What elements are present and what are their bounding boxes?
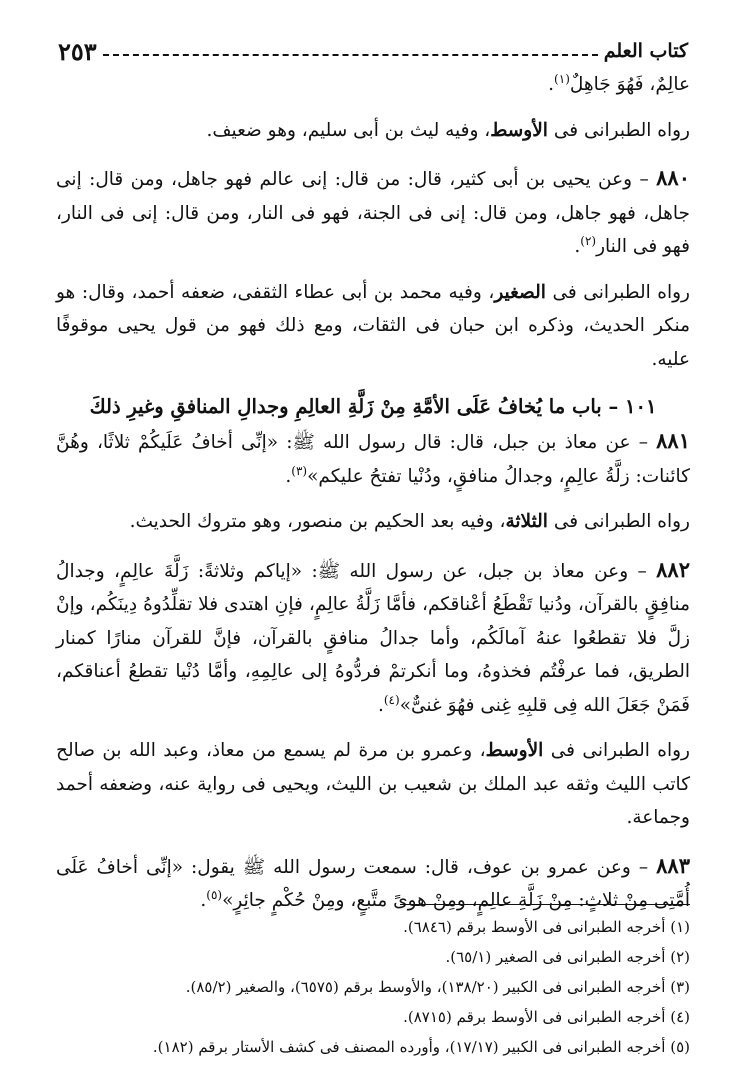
footnote-3: (٣) أخرجه الطبرانى فى الكبير (١٣٨/٢٠)، والأوسط برقم (٦٥٧٥)، والصغير (٨٥/٢). bbox=[185, 978, 690, 996]
footnote-ref-5: (٥) bbox=[206, 887, 223, 902]
source-rest: ، وفيه محمد بن أبى عطاء الثقفى، ضعفه أحمد، وقال: هو منكر الحديث، وذكره ابن حبان فى الثقات، ومع ذلك فهو من قول يحيى موقوفًا عليه. bbox=[56, 281, 690, 370]
hadith-number: ٨٨٠ bbox=[656, 165, 690, 190]
source-lead: رواه الطبرانى فى bbox=[547, 119, 690, 141]
source-note-1 bbox=[56, 114, 690, 148]
footnotes bbox=[56, 912, 690, 1062]
hadith-number: ٨٨١ bbox=[656, 428, 690, 453]
hadith-883: ٨٨٣ – وعن عمرو بن عوف، قال: سمعت رسول الله ﷺ يقول: «إنِّى أخافُ عَلَى أُمَّتِى مِنْ ثلاثٍ: مِنْ زَلَّةِ عالِمٍ، ومِنْ هوىً متَّبعٍ، ومِنْ حُكْمٍ جائِرٍ»$^{(٥)}$. bbox=[56, 852, 690, 911]
source-lead: رواه الطبرانى فى bbox=[545, 281, 690, 303]
hadith-text: – وعن معاذ بن جبل، عن رسول الله ﷺ: «إياكم وثلاثةً: زَلَّةَ عالِمٍ، وجدالُ منافِقٍ بالقرآن، ودُنيا تَقْطَعُ أعْناقكم، فأمَّا زَلَّةُ عالِمٍ، فإنِ اهتدى فلا تقلِّدُوهُ دِينَكُم، وإنْ زلَّ فلا تقطعُوا عنهُ آمالَكُم، وأما جدالُ منافقٍ بالقرآن، فإنَّ للقرآن منارًا كمنار الطريق، فما عرفْتُم فخذوهُ، وما أنكرتمْ فردُّوهُ إلى عالِمِهِ، وأمَّا دُنْيا تقطعُ أعناقكم، فَمَنْ جَعَلَ الله فِى قلبِهِ غِنى فهُوَ غنىٌّ» bbox=[56, 560, 690, 716]
hadith-880: ٨٨٠ – وعن يحيى بن أبى كثير، قال: من قال: إنى عالم فهو جاهل، ومن قال: إنى جاهل، فهو جاهل، ومن قال: إنى فى الجنة، فهو فى النار، ومن قال: إنى فى النار، فهو فى النار$^{(٢)}$. bbox=[56, 165, 690, 257]
main-text bbox=[56, 68, 690, 918]
hadith-text: – عن معاذ بن جبل، قال: قال رسول الله ﷺ: «إنِّى أخافُ عَلَيكُمْ ثلاثًا، وهُنَّ كائنات: زلَّةُ عالِمٍ، وجدالُ منافقٍ، ودُنْيا تفتحُ عليكم» bbox=[56, 432, 690, 487]
footnote-ref-2: (٢) bbox=[580, 233, 597, 248]
hadith-881: ٨٨١ – عن معاذ بن جبل، قال: قال رسول الله ﷺ: «إنِّى أخافُ عَلَيكُمْ ثلاثًا، وهُنَّ كائنات: زلَّةُ عالِمٍ، وجدالُ منافقٍ، ودُنْيا تفتحُ عليكم»$^{(٣)}$. bbox=[56, 428, 690, 487]
source-collection: الصغير bbox=[494, 281, 546, 303]
hadith-882: ٨٨٢ – وعن معاذ بن جبل، عن رسول الله ﷺ: «إياكم وثلاثةً: زَلَّةَ عالِمٍ، وجدالُ منافِقٍ بالقرآن، ودُنيا تَقْطَعُ أعْناقكم، فأمَّا زَلَّةُ عالِمٍ، فإنِ اهتدى فلا تقلِّدُوهُ دِينَكُم، وإنْ زلَّ فلا تقطعُوا عنهُ آمالَكُم، وأما جدالُ منافقٍ بالقرآن، فإنَّ للقرآن منارًا كمنار الطريق، فما عرفْتُم فخذوهُ، وما أنكرتمْ فردُّوهُ إلى عالِمِهِ، وأمَّا دُنْيا تقطعُ أعناقكم، فَمَنْ جَعَلَ الله فِى قلبِهِ غِنى فهُوَ غنىٌّ»$^{(٤)}$. bbox=[56, 556, 690, 716]
source-collection: الثلاثة bbox=[505, 511, 548, 532]
page-number: ٢٥٣ bbox=[58, 36, 97, 66]
footnote-2: (٢) أخرجه الطبرانى فى الصغير (٦٥/١). bbox=[445, 948, 690, 966]
source-lead: رواه الطبرانى فى bbox=[543, 740, 690, 761]
footnote-separator bbox=[400, 904, 690, 905]
source-note-2 bbox=[56, 276, 690, 377]
hadith-text: – وعن يحيى بن أبى كثير، قال: من قال: إنى عالم فهو جاهل، ومن قال: إنى جاهل، فهو جاهل، ومن قال: إنى فى الجنة، فهو فى النار، ومن قال: إنى فى النار، فهو فى النار bbox=[56, 169, 690, 257]
source-collection: الأوسط bbox=[490, 119, 548, 141]
footnote-ref-1: (١) bbox=[554, 71, 570, 86]
source-collection: الأوسط bbox=[485, 740, 544, 761]
source-note-3 bbox=[56, 505, 690, 539]
footnote-ref-4: (٤) bbox=[383, 692, 400, 707]
hadith-number: ٨٨٣ bbox=[656, 852, 690, 878]
source-note-4 bbox=[56, 734, 690, 835]
continued-line: عالِمٌ، فَهُوَ جَاهِلٌ$^{(١)}$. bbox=[548, 71, 690, 95]
hadith-text: – وعن عمرو بن عوف، قال: سمعت رسول الله ﷺ يقول: «إنِّى أخافُ عَلَى أُمَّتِى مِنْ ثلاثٍ: مِنْ زَلَّةِ عالِمٍ، ومِنْ هوىً متَّبعٍ، ومِنْ حُكْمٍ جائِرٍ» bbox=[56, 856, 690, 911]
running-header bbox=[58, 36, 688, 66]
chapter-heading: ١٠١ – باب ما يُخافُ عَلَى الأمَّةِ مِنْ زَلَّةِ العالِمِ وجدالِ المنافقِ وغيرِ ذلكَ bbox=[89, 395, 657, 418]
source-rest: ، وعمرو بن مرة لم يسمع من معاذ، وعبد الله بن صالح كاتب الليث وثقه عبد الملك بن شعيب بن الليث، ويحيى فى رواية عنه، وضعفه أحمد وجماعة. bbox=[56, 740, 690, 828]
source-rest: ، وفيه ليث بن أبى سليم، وهو ضعيف. bbox=[206, 119, 491, 141]
footnote-5: (٥) أخرجه الطبرانى فى الكبير (١٧/١٧)، وأورده المصنف فى كشف الأستار برقم (١٨٢). bbox=[152, 1038, 690, 1056]
hadith-number: ٨٨٢ bbox=[656, 556, 690, 582]
footnote-ref-3: (٣) bbox=[291, 463, 308, 478]
book-title: كتاب العلم bbox=[603, 40, 688, 62]
footnote-4: (٤) أخرجه الطبرانى فى الأوسط برقم (٨٧١٥). bbox=[403, 1008, 690, 1026]
source-lead: رواه الطبرانى فى bbox=[547, 511, 690, 532]
source-rest: ، وفيه بعد الحكيم بن منصور، وهو متروك الحديث. bbox=[129, 511, 506, 532]
header-rule bbox=[103, 54, 598, 56]
footnote-1: (١) أخرجه الطبرانى فى الأوسط برقم (٦٨٤٦). bbox=[403, 918, 690, 936]
continued-text: عالِمٌ، فَهُوَ جَاهِلٌ bbox=[569, 74, 690, 95]
